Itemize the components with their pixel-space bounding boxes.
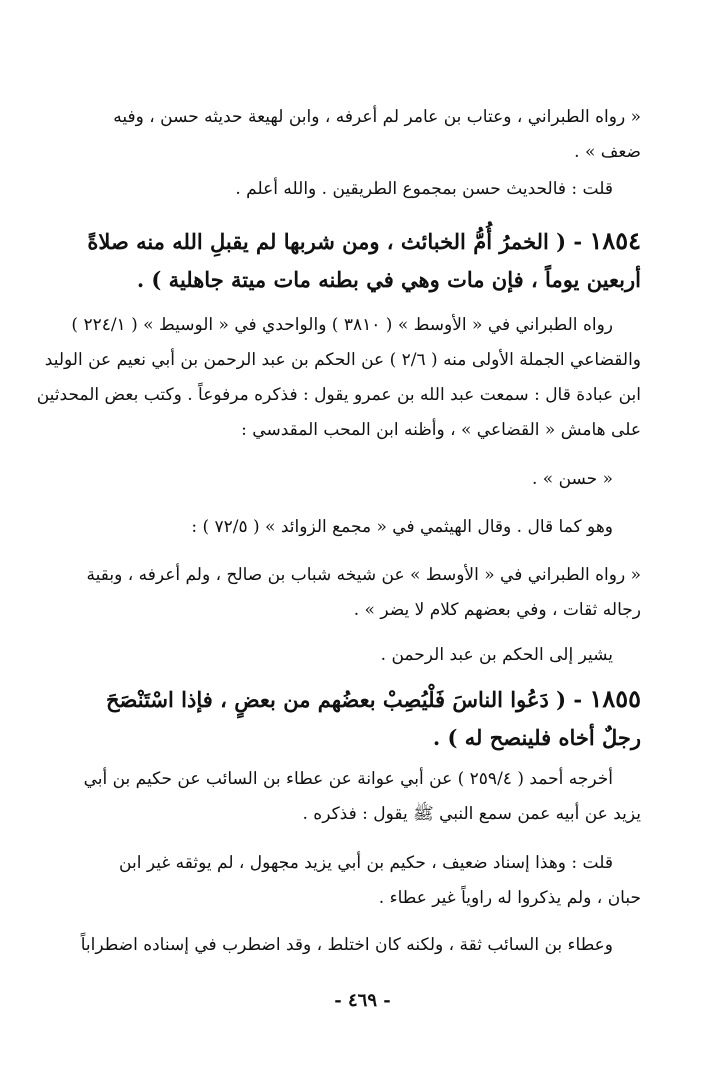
- text-line: يزيد عن أبيه عمن سمع النبي ﷺ يقول : فذكره .: [302, 804, 641, 824]
- hadith-text: - ( دَعُوا الناسَ فَلْيُصِبْ بعضُهم من بعضٍ ، فإذا اسْتَنْصَحَ: [105, 687, 590, 712]
- text-line: رجاله ثقات ، وفي بعضهم كلام لا يضر » .: [353, 600, 641, 620]
- text-line: « حسن » .: [531, 469, 613, 489]
- hadith-line: [84, 222, 641, 261]
- hadith-1854-heading: [84, 222, 641, 299]
- haythami-intro: [84, 510, 641, 545]
- text-line: « رواه الطبراني في « الأوسط » عن شيخه شباب بن صالح ، ولم أعرفه ، وبقية: [86, 565, 641, 585]
- ahmad-takhrij: [84, 762, 641, 832]
- text-line: قلت : وهذا إسناد ضعيف ، حكيم بن أبي يزيد مجهول ، لم يوثقه غير ابن: [119, 853, 613, 873]
- text-line: « رواه الطبراني ، وعتاب بن عامر لم أعرفه ، وابن لهيعة حديثه حسن ، وفيه: [113, 107, 641, 127]
- conclusion-paragraph: [84, 172, 641, 207]
- hakam-note: [84, 638, 641, 673]
- hadith-line: أربعين يوماً ، فإن مات وهي في بطنه مات ميتة جاهلية ) .: [136, 267, 641, 292]
- text-line: وعطاء بن السائب ثقة ، ولكنه كان اختلط ، وقد اضطرب في إسناده اضطراباً: [80, 935, 613, 955]
- hadith-text: - ( الخمرُ أُمُّ الخبائث ، ومن شربها لم يقبلِ الله منه صلاةً: [87, 229, 590, 254]
- text-line: على هامش « القضاعي » ، وأظنه ابن المحب المقدسي :: [241, 420, 641, 440]
- quote-tabarani-paragraph: [84, 100, 641, 170]
- takhrij-paragraph: [36, 308, 641, 448]
- text-line: قلت : فالحديث حسن بمجموع الطريقين . والله أعلم .: [235, 179, 613, 199]
- text-line: ابن عبادة قال : سمعت عبد الله بن عمرو يقول : فذكره مرفوعاً . وكتب بعض المحدثين: [36, 385, 641, 405]
- isnad-weak-paragraph: [84, 846, 641, 916]
- hadith-line: [84, 680, 641, 719]
- hadith-line: رجلٌ أخاه فلينصح له ) .: [432, 725, 641, 750]
- hasan-note: [84, 462, 641, 497]
- text-line: رواه الطبراني في « الأوسط » ( ٣٨١٠ ) والواحدي في « الوسيط » ( ٢٢٤/١ ): [71, 315, 613, 335]
- text-line: وهو كما قال . وقال الهيثمي في « مجمع الزوائد » ( ٧٢/٥ ) :: [191, 517, 613, 537]
- text-line: ضعف » .: [574, 142, 641, 162]
- hadith-number: ١٨٥٥: [589, 684, 641, 713]
- hadith-1855-heading: [84, 680, 641, 757]
- hadith-number: ١٨٥٤: [589, 226, 641, 255]
- text-line: يشير إلى الحكم بن عبد الرحمن .: [380, 645, 613, 665]
- text-line: والقضاعي الجملة الأولى منه ( ٢/٦ ) عن الحكم بن عبد الرحمن بن أبي نعيم عن الوليد: [44, 350, 641, 370]
- text-line: حبان ، ولم يذكروا له راوياً غير عطاء .: [378, 888, 641, 908]
- text-line: أخرجه أحمد ( ٢٥٩/٤ ) عن أبي عوانة عن عطاء بن السائب عن حكيم بن أبي: [83, 769, 613, 789]
- haythami-quote: [84, 558, 641, 628]
- page-number: - ٤٦٩ -: [334, 990, 391, 1011]
- ata-paragraph: [80, 928, 641, 963]
